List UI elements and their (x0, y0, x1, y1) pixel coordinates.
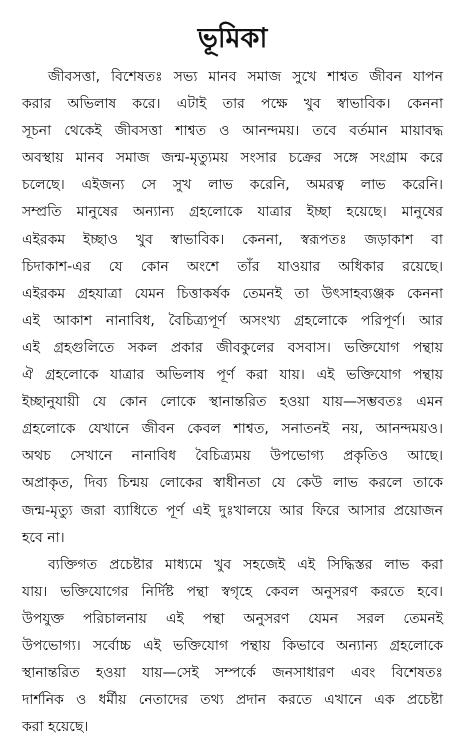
text-line: হবে না। (22, 529, 65, 546)
text-line: অথচ সেখানে নানাবিধ বৈচিত্র্যময় উপভোগ্য প্রকৃতিও আছে। (22, 448, 443, 465)
text-line: এইরকম গ্রহযাত্রা যেমন চিত্তাকর্ষক তেমনই তা উৎসাহব্যঞ্জক কেননা (22, 285, 444, 302)
paragraph-1 (22, 64, 443, 552)
text-line: সূচনা থেকেই জীবসত্তা শাশ্বত ও আনন্দময়। তবে বর্তমান মায়াবদ্ধ (22, 123, 443, 140)
text-line: এই গ্রহগুলিতে সকল প্রকার জীবকুলের বসবাস। ভক্তিযোগ পন্থায় (22, 339, 443, 356)
text-line: চলেছে। এইজন্য সে সুখ লাভ করেনি, অমরত্ব লাভ করেনি। (22, 177, 443, 194)
text-line: যায়। ভক্তিযোগের নির্দিষ্ট পন্থা স্বগৃহে কেবল অনুসরণ করতে হবে। (22, 583, 443, 600)
text-line: চিদাকাশ-এর যে কোন অংশে তাঁর যাওয়ার অধিকার রয়েছে। (22, 258, 443, 275)
text-line: উপভোগ্য। সর্বোচ্চ এই ভক্তিযোগ পন্থায় কিভাবে অন্যান্য গ্রহলোকে (22, 637, 443, 654)
text-line: ব্যক্তিগত প্রচেষ্টার মাধ্যমে খুব সহজেই এই সিদ্ধিস্তর লাভ করা (48, 556, 443, 573)
text-line: এই আকাশ নানাবিধ, বৈচিত্র্যপূর্ণ অসংখ্য গ্রহলোকে পরিপূর্ণ। আর (22, 312, 443, 329)
text-line: করা হয়েছে। (22, 719, 89, 736)
text-line: সম্প্রতি মানুষের অন্যান্য গ্রহলোকে যাত্রার ইচ্ছা হয়েছে। মানুষের (22, 204, 443, 221)
text-line: ঐ গ্রহলোকে যাত্রার অভিলাষ পূর্ণ করা যায়। এই ভক্তিযোগ পন্থায় (22, 367, 443, 384)
paragraph-2 (22, 552, 443, 741)
text-line: করার অভিলাষ করে। এটাই তার পক্ষে খুব স্বাভাবিক। কেননা (22, 96, 443, 113)
text-line: জন্ম-মৃত্যু জরা ব্যাধিতে পূর্ণ এই দুঃখালয়ে আর ফিরে আসার প্রয়োজন (22, 502, 443, 519)
text-line: স্থানান্তরিত হওয়া যায়—সেই সম্পর্কে জনসাধারণ এবং বিশেষতঃ (22, 665, 443, 682)
text-line: ইচ্ছানুযায়ী যে কোন লোকে স্থানান্তরিত হওয়া যায়—সম্ভবতঃ এমন (22, 394, 443, 411)
text-line: অবস্থায় মানব সমাজ জন্ম-মৃত্যুময় সংসার চক্রের সঙ্গে সংগ্রাম করে (22, 150, 443, 167)
text-line: দার্শনিক ও ধর্মীয় নেতাদের তথ্য প্রদান করতে এখানে এক প্রচেষ্টা (22, 692, 443, 709)
text-line: গ্রহলোকে যেখানে জীবন কেবল শাশ্বত, সনাতনই নয়, আনন্দময়ও। (22, 421, 443, 438)
text-line: অপ্রাকৃত, দিব্য চিন্ময় লোকের স্বাধীনতা যে কেউ লাভ করলে তাকে (22, 475, 443, 492)
text-line: এইরকম ইচ্ছাও খুব স্বাভাবিক। কেননা, স্বরূপতঃ জড়াকাশ বা (22, 231, 443, 248)
text-line: জীবসত্তা, বিশেষতঃ সভ্য মানব সমাজ সুখে শাশ্বত জীবন যাপন (48, 69, 443, 85)
page-title: ভূমিকা (197, 23, 268, 54)
text-line: উপযুক্ত পরিচালনায় এই পন্থা অনুসরণ যেমন সরল তেমনই (22, 610, 443, 627)
